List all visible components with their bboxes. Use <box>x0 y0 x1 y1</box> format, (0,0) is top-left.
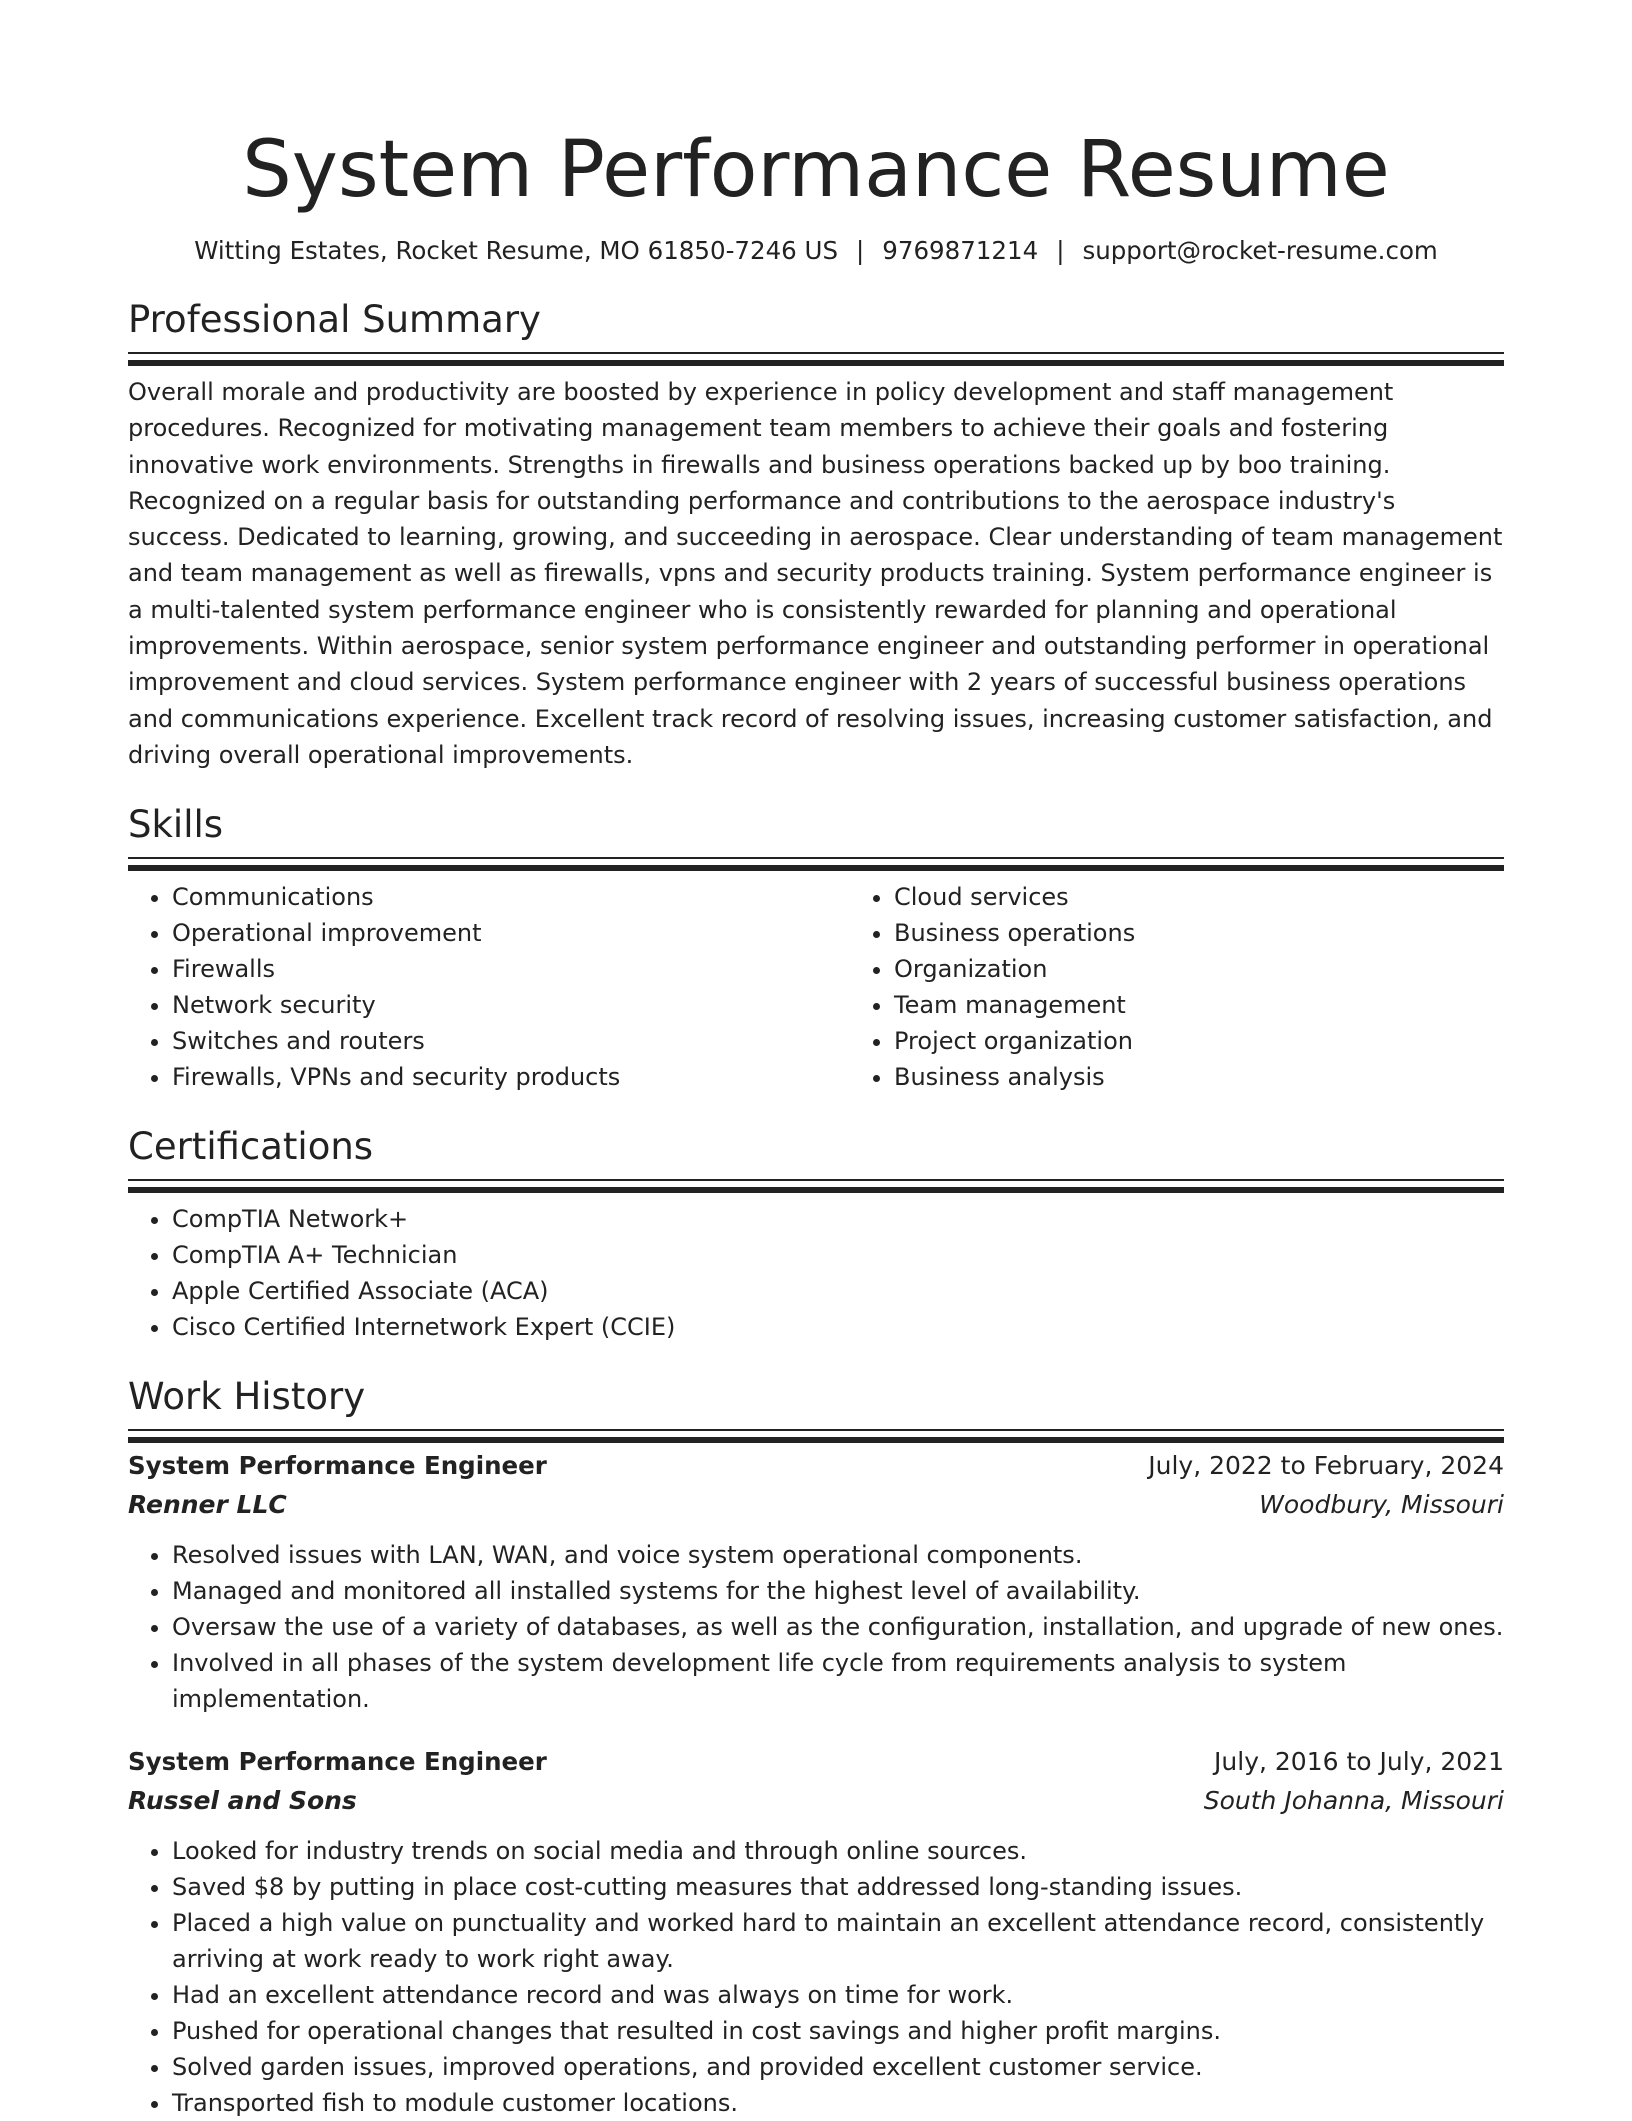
skill-item: • Communications <box>172 879 850 915</box>
job-bullet: • Looked for industry trends on social media and through online sources. <box>172 1833 1504 1869</box>
job-bullet: • Pushed for operational changes that resulted in cost savings and higher profit margins. <box>172 2013 1504 2049</box>
skill-item: • Switches and routers <box>172 1023 850 1059</box>
skill-item: • Project organization <box>894 1023 1504 1059</box>
job-title: System Performance Engineer <box>128 1451 547 1481</box>
job-bullet: • Managed and monitored all installed systems for the highest level of availability. <box>172 1573 1504 1609</box>
summary-section <box>128 296 1504 773</box>
job-header <box>128 1743 1504 1781</box>
job-bullets <box>128 1537 1504 1717</box>
skills-list-right <box>850 879 1504 1095</box>
skill-item: • Operational improvement <box>172 915 850 951</box>
job-bullets <box>128 1833 1504 2121</box>
job-bullet: • Saved $8 by putting in place cost-cutting measures that addressed long-standing issues. <box>172 1869 1504 1905</box>
contact-separator: | <box>1056 236 1065 265</box>
section-heading-certifications: Certifications <box>128 1125 374 1169</box>
skills-columns <box>128 879 1504 1095</box>
job-company: Russel and Sons <box>128 1786 357 1816</box>
job-entry <box>128 1743 1504 2121</box>
job-bullet: • Resolved issues with LAN, WAN, and voice system operational components. <box>172 1537 1504 1573</box>
job-company: Renner LLC <box>128 1490 287 1520</box>
skill-item: • Team management <box>894 987 1504 1023</box>
job-location: South Johanna, Missouri <box>1203 1786 1504 1816</box>
contact-separator: | <box>856 236 865 265</box>
skill-item: • Organization <box>894 951 1504 987</box>
contact-phone: 9769871214 <box>882 236 1039 265</box>
section-heading-work-history: Work History <box>128 1375 366 1419</box>
summary-text: Overall morale and productivity are boosted by experience in policy development and staff management procedures. Recognized for motivating management team members to achieve their goals and fostering innovative work environments. Strengths in firewalls and business operations backed up by boo training. Recognized on a regular basis for outstanding performance and contributions to the aerospace industry's success. Dedicated to learning, growing, and succeeding in aerospace. Clear understanding of team management and team management as well as firewalls, vpns and security products training. System performance engineer is a multi-talented system performance engineer who is consistently rewarded for planning and operational improvements. Within aerospace, senior system performance engineer and outstanding performer in operational improvement and cloud services. System performance engineer with 2 years of successful business operations and communications experience. Excellent track record of resolving issues, increasing customer satisfaction, and driving overall operational improvements. <box>128 378 1503 769</box>
skill-item: • Firewalls <box>172 951 850 987</box>
skill-item: • Business operations <box>894 915 1504 951</box>
job-entry <box>128 1447 1504 1717</box>
section-divider <box>128 1179 1504 1181</box>
contact-email: support@rocket-resume.com <box>1082 236 1438 265</box>
certifications-section <box>128 1123 1504 1345</box>
job-bullet: • Oversaw the use of a variety of databases, as well as the configuration, installation, and upgrade of new ones. <box>172 1609 1504 1645</box>
certification-item: • CompTIA A+ Technician <box>172 1237 1504 1273</box>
job-subheader <box>128 1485 1504 1525</box>
resume-page <box>128 0 1504 2121</box>
section-divider <box>128 857 1504 859</box>
section-heading-summary: Professional Summary <box>128 298 541 341</box>
job-bullet: • Involved in all phases of the system development life cycle from requirements analysis to system implementation. <box>172 1645 1504 1717</box>
skill-item: • Firewalls, VPNs and security products <box>172 1059 850 1095</box>
contact-address: Witting Estates, Rocket Resume, MO 61850-7246 US <box>194 236 839 265</box>
job-title: System Performance Engineer <box>128 1747 547 1777</box>
certification-item: • Cisco Certified Internetwork Expert (CCIE) <box>172 1309 1504 1345</box>
skill-item: • Cloud services <box>894 879 1504 915</box>
job-bullet: • Placed a high value on punctuality and worked hard to maintain an excellent attendance record, consistently arriving at work ready to work right away. <box>172 1905 1504 1977</box>
job-bullet: • Transported fish to module customer locations. <box>172 2085 1504 2121</box>
certifications-list <box>128 1201 1504 1345</box>
job-dates: July, 2016 to July, 2021 <box>1214 1747 1504 1777</box>
job-bullet: • Solved garden issues, improved operations, and provided excellent customer service. <box>172 2049 1504 2085</box>
contact-line <box>128 234 1504 268</box>
resume-title: System Performance Resume <box>242 125 1390 215</box>
section-divider <box>128 352 1504 354</box>
skills-section <box>128 801 1504 1095</box>
job-header <box>128 1447 1504 1485</box>
job-location: Woodbury, Missouri <box>1259 1490 1504 1520</box>
certification-item: • CompTIA Network+ <box>172 1201 1504 1237</box>
section-heading-skills: Skills <box>128 803 224 847</box>
job-bullet: • Had an excellent attendance record and was always on time for work. <box>172 1977 1504 2013</box>
work-history-section <box>128 1373 1504 2121</box>
skill-item: • Business analysis <box>894 1059 1504 1095</box>
job-subheader <box>128 1781 1504 1821</box>
job-dates: July, 2022 to February, 2024 <box>1148 1451 1504 1481</box>
skill-item: • Network security <box>172 987 850 1023</box>
certification-item: • Apple Certified Associate (ACA) <box>172 1273 1504 1309</box>
skills-list-left <box>128 879 850 1095</box>
section-divider <box>128 1429 1504 1431</box>
